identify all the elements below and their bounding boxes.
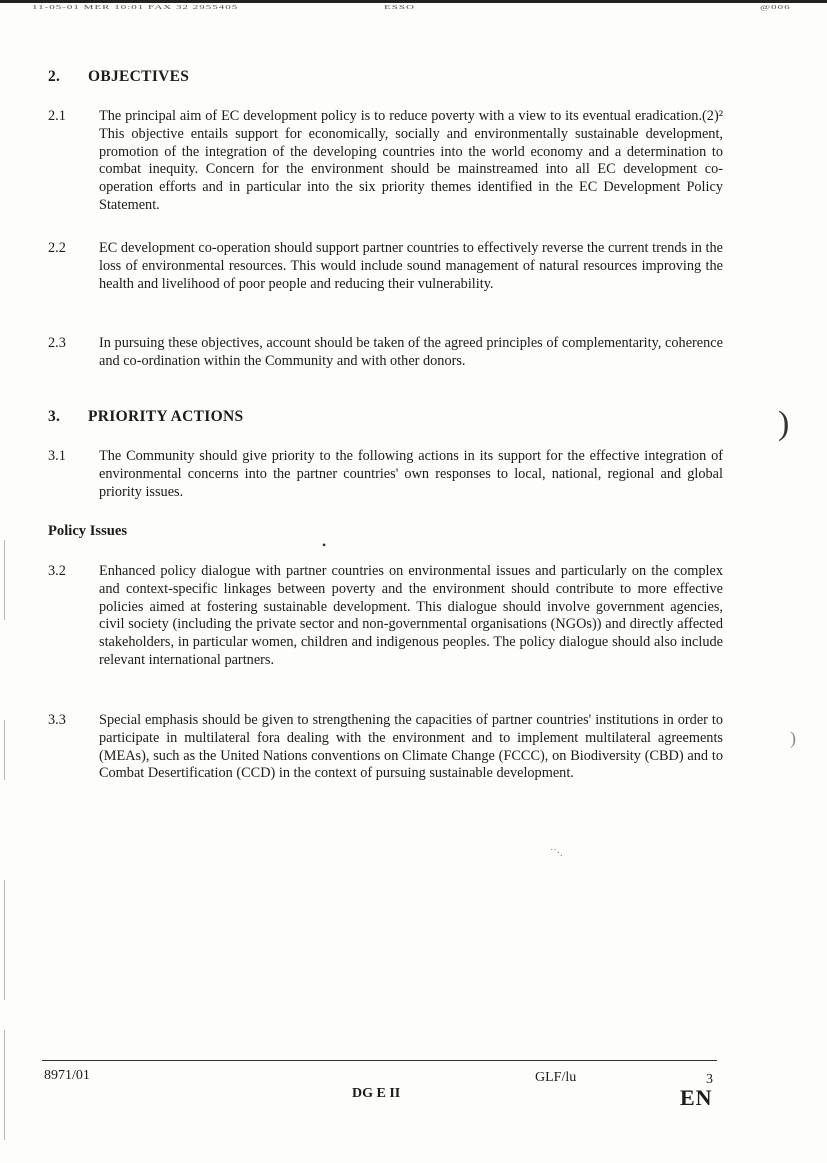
paragraph-text: EC development co-operation should support partner countries to effectively reverse the current trends in the loss of environmental resources. This would include sound management of natural resources improving the health and livelihood of poor people and reducing their vulnerability. xyxy=(99,240,723,292)
binding-hole-mark: ) xyxy=(790,728,796,748)
subheading-policy-issues: Policy Issues xyxy=(48,523,128,539)
fax-sender: ESSO xyxy=(384,4,415,11)
author-reference: GLF/lu xyxy=(535,1070,577,1085)
scan-edge-line xyxy=(4,1030,5,1140)
paragraph-text: The principal aim of EC development policy is to reduce poverty with a view to its eventual eradication.(2)² This objective entails support for economically, socially and environmentally sustainable development, promotion of the integration of the developing countries into the world economy and a determination to combat inequity. Concern for the environment should be mainstreamed into all EC development co-operation efforts and in particular into the six priority themes identified in the EC Development Policy Statement. xyxy=(99,108,723,213)
fax-header xyxy=(0,0,827,25)
paragraph-3-2 xyxy=(48,563,723,670)
paragraph-3-3 xyxy=(48,712,723,783)
paragraph-number: 3.3 xyxy=(48,712,66,728)
scan-edge-line xyxy=(4,720,5,780)
fax-transmission-line: 11-05-01 MER 10:01 FAX 32 2955405 xyxy=(32,4,239,11)
scan-speck: • xyxy=(322,538,327,552)
paragraph-3-1 xyxy=(48,448,723,501)
paragraph-text: In pursuing these objectives, account should be taken of the agreed principles of complementarity, coherence and co-ordination within the Community and with other donors. xyxy=(99,335,723,369)
section-title: OBJECTIVES xyxy=(88,68,190,85)
paragraph-number: 3.1 xyxy=(48,448,66,464)
page-number: 3 xyxy=(706,1072,713,1087)
section-number: 2. xyxy=(48,68,61,85)
scan-edge-line xyxy=(4,880,5,1000)
section-number: 3. xyxy=(48,408,61,425)
fax-page-counter: @006 xyxy=(760,4,791,11)
paragraph-number: 2.2 xyxy=(48,240,66,256)
language-code: EN xyxy=(680,1085,713,1110)
paragraph-text: Special emphasis should be given to strengthening the capacities of partner countries' institutions in order to participate in multilateral fora dealing with the environment and to implement multilateral agreements (MEAs), such as the United Nations conventions on Climate Change (FCCC), on Biodiversity (CBD) and to Combat Desertification (CCD) in the context of pursuing sustainable development. xyxy=(99,712,723,782)
paragraph-number: 3.2 xyxy=(48,563,66,579)
department-code: DG E II xyxy=(352,1086,401,1101)
paragraph-text: The Community should give priority to the following actions in its support for the effective integration of environmental concerns into the partner countries' own responses to local, national, regional and global priority issues. xyxy=(99,448,723,500)
paragraph-2-1 xyxy=(48,108,723,215)
paragraph-number: 2.1 xyxy=(48,108,66,124)
footer-divider xyxy=(42,1060,717,1061)
section-heading-priority-actions xyxy=(48,408,243,426)
scan-edge-line xyxy=(4,540,5,620)
paragraph-2-3 xyxy=(48,335,723,371)
section-title: PRIORITY ACTIONS xyxy=(88,408,244,425)
section-heading-objectives xyxy=(48,68,189,86)
document-number: 8971/01 xyxy=(44,1068,90,1083)
paragraph-2-2 xyxy=(48,240,723,293)
paragraph-text: Enhanced policy dialogue with partner countries on environmental issues and particularly on the complex and context-specific linkages between poverty and the environment should contribute to more effective policies aimed at fostering sustainable development. This dialogue should involve government agencies, civil society (including the private sector and non-governmental organisations (NGOs)) and directly affected stakeholders, in particular women, children and indigenous peoples. The policy dialogue should also include relevant international partners. xyxy=(99,563,723,668)
scan-speck: ˙˙·. xyxy=(550,848,563,859)
paragraph-number: 2.3 xyxy=(48,335,66,351)
binding-hole-mark: ) xyxy=(778,405,790,442)
